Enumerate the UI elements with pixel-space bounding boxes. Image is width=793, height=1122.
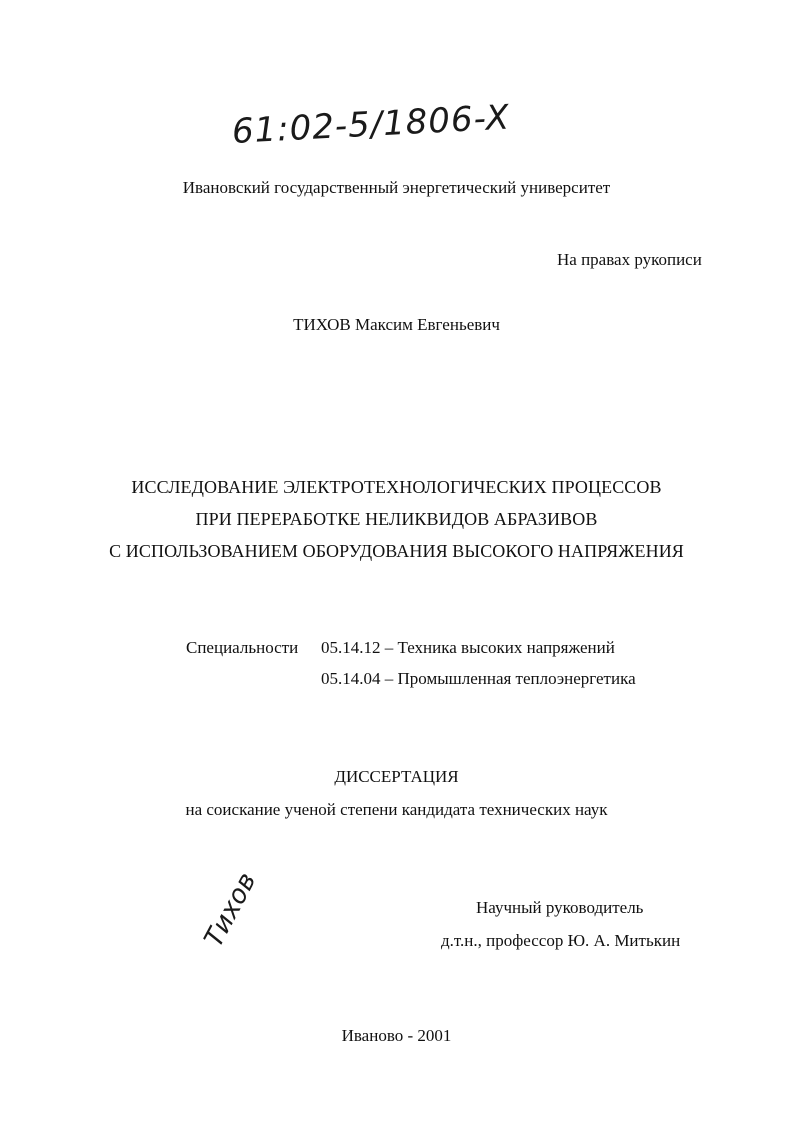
- specialty-item: 05.14.12 – Техника высоких напряжений: [321, 638, 615, 657]
- manuscript-note: На правах рукописи: [557, 250, 702, 269]
- supervisor-name: д.т.н., профессор Ю. А. Митькин: [441, 931, 681, 950]
- title-line-1: ИССЛЕДОВАНИЕ ЭЛЕКТРОТЕХНОЛОГИЧЕСКИХ ПРОЦЕССОВ: [131, 477, 662, 497]
- title-line-3: С ИСПОЛЬЗОВАНИЕМ ОБОРУДОВАНИЯ ВЫСОКОГО НАПРЯЖЕНИЯ: [109, 541, 684, 561]
- registry-stamp: 61:02-5/1806-X: [230, 97, 511, 152]
- specialties-label: Специальности: [186, 638, 299, 657]
- author-signature: Тихов: [198, 867, 263, 953]
- degree-purpose: на соискание ученой степени кандидата технических наук: [185, 800, 608, 819]
- title-line-2: ПРИ ПЕРЕРАБОТКЕ НЕЛИКВИДОВ АБРАЗИВОВ: [195, 509, 598, 529]
- supervisor-label: Научный руководитель: [476, 898, 644, 917]
- institution-name: Ивановский государственный энергетический университет: [182, 178, 611, 197]
- city-year: Иваново - 2001: [341, 1026, 452, 1045]
- document-type: ДИССЕРТАЦИЯ: [334, 767, 459, 786]
- specialty-item: 05.14.04 – Промышленная теплоэнергетика: [321, 669, 636, 688]
- author-name: ТИХОВ Максим Евгеньевич: [293, 315, 500, 334]
